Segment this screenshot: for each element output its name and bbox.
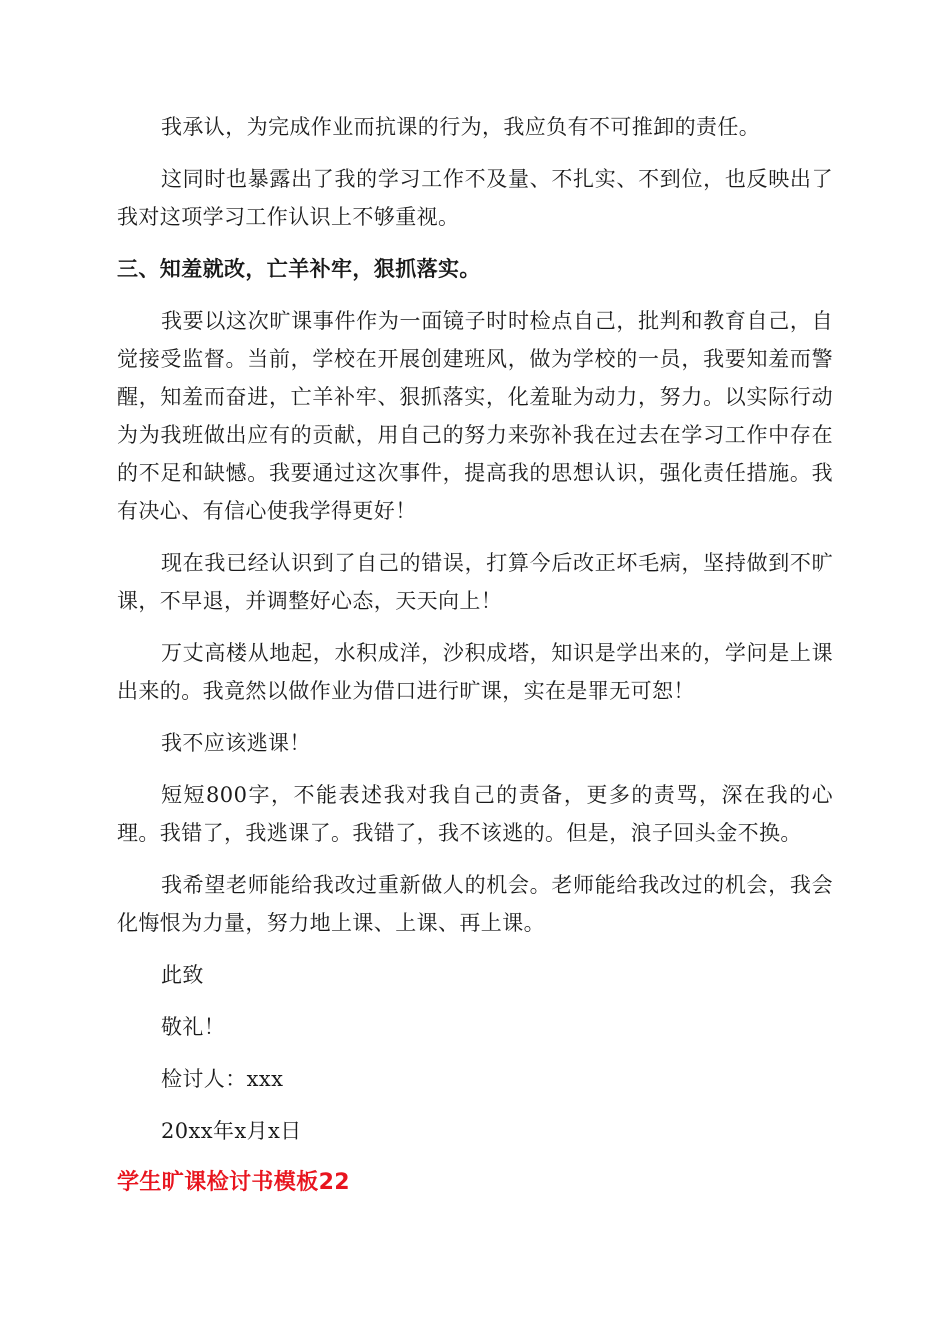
next-template-title: 学生旷课检讨书模板22 — [117, 1170, 351, 1195]
document-page — [117, 108, 833, 1202]
paragraph-exposure: 这同时也暴露出了我的学习工作不及量、不扎实、不到位，也反映出了我对这项学习工作认识上不够重视。 — [117, 167, 833, 229]
paragraph-highrise: 万丈高楼从地起，水积成洋，沙积成塔，知识是学出来的，学问是上课出来的。我竟然以做作业为借口进行旷课，实在是罪无可恕！ — [117, 641, 833, 703]
closing-salutation: 此致 — [161, 963, 204, 987]
paragraph-800-words: 短短800字，不能表述我对我自己的责备，更多的责骂，深在我的心理。我错了，我逃课了。我错了，我不该逃的。但是，浪子回头金不换。 — [117, 783, 833, 845]
closing-date: 20xx年x月x日 — [161, 1119, 302, 1143]
paragraph-hope: 我希望老师能给我改过重新做人的机会。老师能给我改过的机会，我会化悔恨为力量，努力地上课、上课、再上课。 — [117, 873, 833, 935]
paragraph-realize: 现在我已经认识到了自己的错误，打算今后改正坏毛病，坚持做到不旷课，不早退，并调整好心态，天天向上！ — [117, 551, 833, 613]
paragraph-admission: 我承认，为完成作业而抗课的行为，我应负有不可推卸的责任。 — [161, 115, 761, 139]
closing-signer: 检讨人：xxx — [161, 1067, 284, 1091]
paragraph-mirror: 我要以这次旷课事件作为一面镜子时时检点自己，批判和教育自己，自觉接受监督。当前，学校在开展创建班风，做为学校的一员，我要知羞而警醒，知羞而奋进，亡羊补牢、狠抓落实，化羞耻为动力，努力。以实际行动为为我班做出应有的贡献，用自己的努力来弥补我在过去在学习工作中存在的不足和缺憾。我要通过这次事件，提高我的思想认识，强化责任措施。我有决心、有信心使我学得更好！ — [117, 309, 833, 523]
closing-respect: 敬礼！ — [161, 1015, 226, 1039]
section-heading: 三、知羞就改，亡羊补牢，狠抓落实。 — [117, 257, 481, 281]
paragraph-should-not: 我不应该逃课！ — [161, 731, 311, 755]
